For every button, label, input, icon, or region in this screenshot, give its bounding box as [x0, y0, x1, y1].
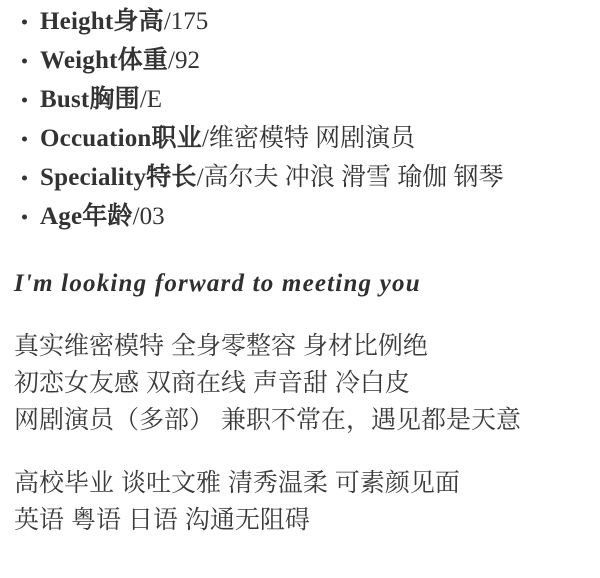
profile-separator: /	[163, 8, 171, 35]
profile-value: 03	[139, 203, 165, 230]
profile-separator: /	[201, 125, 209, 152]
profile-separator: /	[168, 47, 175, 74]
bullet-dot-icon	[22, 136, 27, 141]
bullet-dot-icon	[22, 175, 27, 180]
profile-separator: /	[132, 203, 140, 230]
list-item	[14, 41, 586, 80]
tagline: I'm looking forward to meeting you	[14, 270, 421, 297]
description-paragraph-2	[14, 465, 586, 539]
profile-value: 高尔夫 冲浪 滑雪 瑜伽 钢琴	[203, 164, 504, 191]
paragraph-line: 英语 粤语 日语 沟通无阻碍	[14, 506, 310, 534]
profile-value: 175	[170, 8, 209, 35]
profile-value: E	[146, 86, 163, 113]
profile-value: 维密模特 网剧演员	[208, 125, 416, 152]
paragraph-line: 网剧演员（多部） 兼职不常在，遇见都是天意	[14, 406, 521, 434]
profile-value: 92	[174, 47, 200, 74]
bullet-dot-icon	[22, 58, 27, 63]
profile-label-en: Occuation	[40, 125, 152, 152]
list-item	[14, 197, 586, 236]
profile-separator: /	[139, 86, 147, 113]
list-item	[14, 80, 586, 119]
paragraph-line: 真实维密模特 全身零整容 身材比例绝	[14, 332, 428, 360]
profile-label-en: Height	[40, 8, 114, 35]
profile-label-cn: 体重	[117, 46, 168, 74]
profile-label-cn: 身高	[113, 7, 164, 35]
paragraph-line: 初恋女友感 双商在线 声音甜 冷白皮	[14, 369, 410, 397]
bullet-dot-icon	[22, 214, 27, 219]
profile-separator: /	[196, 164, 204, 191]
profile-label-cn: 职业	[151, 124, 202, 152]
bullet-dot-icon	[22, 97, 27, 102]
profile-label-cn: 年龄	[82, 202, 133, 230]
profile-label-cn: 特长	[146, 163, 197, 191]
profile-label-en: Weight	[40, 47, 118, 74]
profile-label-en: Age	[40, 203, 83, 230]
profile-label-cn: 胸围	[89, 85, 140, 113]
list-item	[14, 158, 586, 197]
profile-label-en: Speciality	[40, 164, 147, 191]
description-paragraph-1	[14, 328, 586, 439]
list-item	[14, 2, 586, 41]
list-item	[14, 119, 586, 158]
bullet-dot-icon	[22, 19, 27, 24]
profile-label-en: Bust	[40, 86, 90, 113]
paragraph-line: 高校毕业 谈吐文雅 清秀温柔 可素颜见面	[14, 469, 460, 497]
profile-list	[14, 0, 586, 236]
